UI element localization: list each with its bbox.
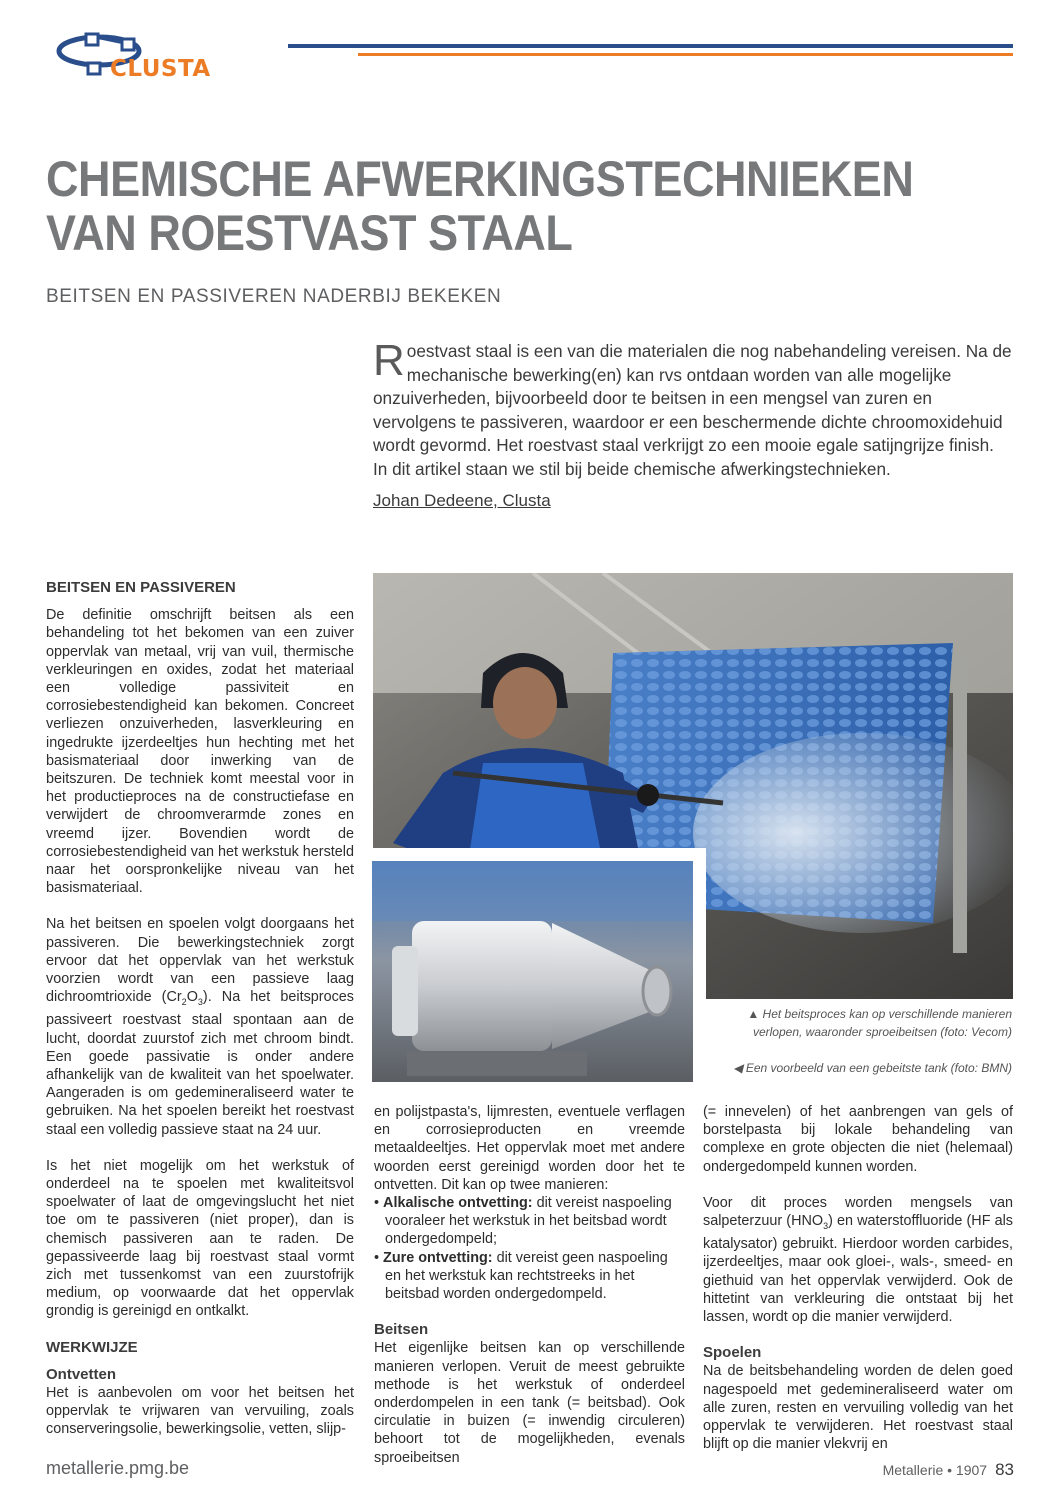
header-rule-blue xyxy=(288,44,1013,48)
logo-text: CLUSTA xyxy=(110,56,211,82)
subheading-beitsen: Beitsen xyxy=(374,1321,429,1339)
paragraph: Voor dit proces worden mengsels van salpeterzuur $(HNO_3)$ en waterstoffluoride (HF als katalysator) gebruikt. Hierdoor worden carbides, ijzerdeeltjes, maar ook gloei-, wals-, smeed- en giethuid van het oppervlak verwijderd. Ook de hittetint van verkleuring die ontstaat bij het lassen, wordt op die manier verwijderd. xyxy=(703,1194,1013,1325)
paragraph: Na het beitsen en spoelen volgt doorgaans het passiveren. Die bewerkingstechniek zorgt ervoor dat het oppervlak van het werkstuk voorzien wordt van een passieve laag dichroomtrioxide $(Cr_2O_3)$. Na het beitsproces passiveert roestvast staal spontaan aan de lucht, doordat zuurstof zich met chroom bindt. Een goede passivatie is onder andere afhankelijk van de kwaliteit van het spoelwater. Aangeraden is om gedemineraliseerd water te gebruiken. Na het spoelen bereikt het roestvast staal een volledig passieve staat na 24 uur. xyxy=(46,916,354,1138)
column-2 xyxy=(374,1103,685,1467)
pickled-tank-image xyxy=(372,861,693,1082)
caption-pickled-tank: ◀ Een voorbeeld van een gebeitste tank (foto: BMN) xyxy=(733,1061,1012,1075)
subheading-ontvetten: Ontvetten xyxy=(46,1365,117,1383)
header-rule-orange xyxy=(358,53,1013,56)
subheading-spoelen: Spoelen xyxy=(703,1344,762,1362)
footer-issue-label: Metallerie • 1907 xyxy=(882,1462,988,1478)
footer-website-link[interactable]: metallerie.pmg.be xyxy=(46,1458,190,1478)
paragraph: Het eigenlijke beitsen kan op verschillende manieren verlopen. Veruit de meest gebruikte methode is het werkstuk of onderdeel onderdompelen in een tank (= beitsbad). Ook circulatie in buizen (= inwendig circuleren) behoort tot de mogelijkheden, evenals sproeibeitsen xyxy=(374,1340,685,1466)
caption-spray-pickling: ▲ Het beitsproces kan op verschillende manieren verlopen, waaronder sproeibeitsen (foto: Vecom) xyxy=(747,1007,1012,1039)
clusta-logo xyxy=(54,26,234,88)
paragraph: Het is aanbevolen om voor het beitsen het oppervlak te vrijwaren van vervuiling, zoals conserveringsolie, bewerkingsolie, vetten, slijp- xyxy=(46,1385,354,1438)
title-line-1: CHEMISCHE AFWERKINGSTECHNIEKEN xyxy=(46,151,914,207)
paragraph: en polijstpasta's, lijmresten, eventuele verflagen en corrosieproducten en vreemde metaaldeeltjes. Het oppervlak moet met andere woorden eerst gereinigd worden door het te ontvetten. Dit kan op twee manieren: xyxy=(374,1104,685,1193)
page-number: 83 xyxy=(995,1460,1014,1479)
intro-dropcap: R xyxy=(373,336,405,385)
article-author: Johan Dedeene, Clusta xyxy=(373,491,551,510)
paragraph: Na de beitsbehandeling worden de delen goed nagespoeld met gedemineraliseerd water om alle zuren, resten en vervuiling volledig van het oppervlak te verwijderen. Het roestvast staal blijft op die manier vlekvrij en xyxy=(703,1363,1013,1453)
article-intro xyxy=(373,336,1013,481)
article-title xyxy=(46,152,928,260)
paragraph: (= innevelen) of het aanbrengen van gels of borstelpasta bij lokale behandeling van complexe en grote objecten die niet (helemaal) ondergedompeld kunnen worden. xyxy=(703,1104,1013,1175)
bullet-zure-ontvetting: • Zure ontvetting: dit vereist geen naspoeling en het werkstuk kan rechtstreeks in het beitsbad worden ondergedompeld. xyxy=(374,1249,668,1303)
caption-arrow-up-icon: ▲ xyxy=(747,1007,763,1021)
footer-issue xyxy=(883,1460,1014,1480)
caption-arrow-left-icon: ◀ xyxy=(733,1061,746,1075)
intro-text: oestvast staal is een van die materialen die nog nabehandeling vereisen. Na de mechanische bewerking(en) kan rvs ontdaan worden van alle mogelijke onzuiverheden, bijvoorbeeld door te beitsen in een mengsel van zuren en vervolgens te passiveren, waardoor er een beschermende dichte chroomoxidehuid wordt gevormd. Het roestvast staal verkrijgt zo een mooie egale satijngrijze finish. In dit artikel staan we stil bij beide chemische afwerkingstechnieken. xyxy=(373,341,1012,479)
heading-werkwijze: WERKWIJZE xyxy=(46,1338,138,1356)
title-line-2: VAN ROESTVAST STAAL xyxy=(46,205,573,261)
paragraph: Is het niet mogelijk om het werkstuk of onderdeel na te spoelen met kwaliteitsvol spoelwater of laat de omgevingslucht het niet toe om te passiveren (niet proper), dan is chemisch passiveren aan te raden. De gepassiveerde laag bij roestvast staal vormt zich met tussenkomst van een zuurstofrijk medium, op voorwaarde dat het oppervlak grondig is gereinigd en ontkalkt. xyxy=(46,1157,354,1320)
bullet-alkalische-ontvetting: • Alkalische ontvetting: dit vereist naspoeling vooraleer het werkstuk in het beitsbad wordt ondergedompeld; xyxy=(374,1195,672,1248)
column-3 xyxy=(703,1103,1013,1453)
paragraph: De definitie omschrijft beitsen als een behandeling tot het bekomen van een zuiver oppervlak van metaal, vrij van vuil, thermische verkleuringen en oxides, zodat het materiaal een volledige passiviteit en corrosiebestendigheid kan bekomen. Concreet verliezen onzuiverheden, lasverkleuring en ingedrukte ijzerdeeltjes hun hechting met het basismateriaal door inwerking van de beitszuren. De techniek komt meestal voor in het productieproces na de constructiefase en verwijdert de chroomverarmde zones en vreemd ijzer. Bovendien wordt de corrosiebestendigheid van het werkstuk hersteld naar het oorspronkelijke niveau van het basismateriaal. xyxy=(46,607,354,897)
article-subtitle: BEITSEN EN PASSIVEREN NADERBIJ BEKEKEN xyxy=(46,286,502,307)
photo-pickled-tank xyxy=(372,848,706,1082)
column-1 xyxy=(46,579,354,1439)
heading-beitsen-passiveren: BEITSEN EN PASSIVEREN xyxy=(46,579,236,596)
